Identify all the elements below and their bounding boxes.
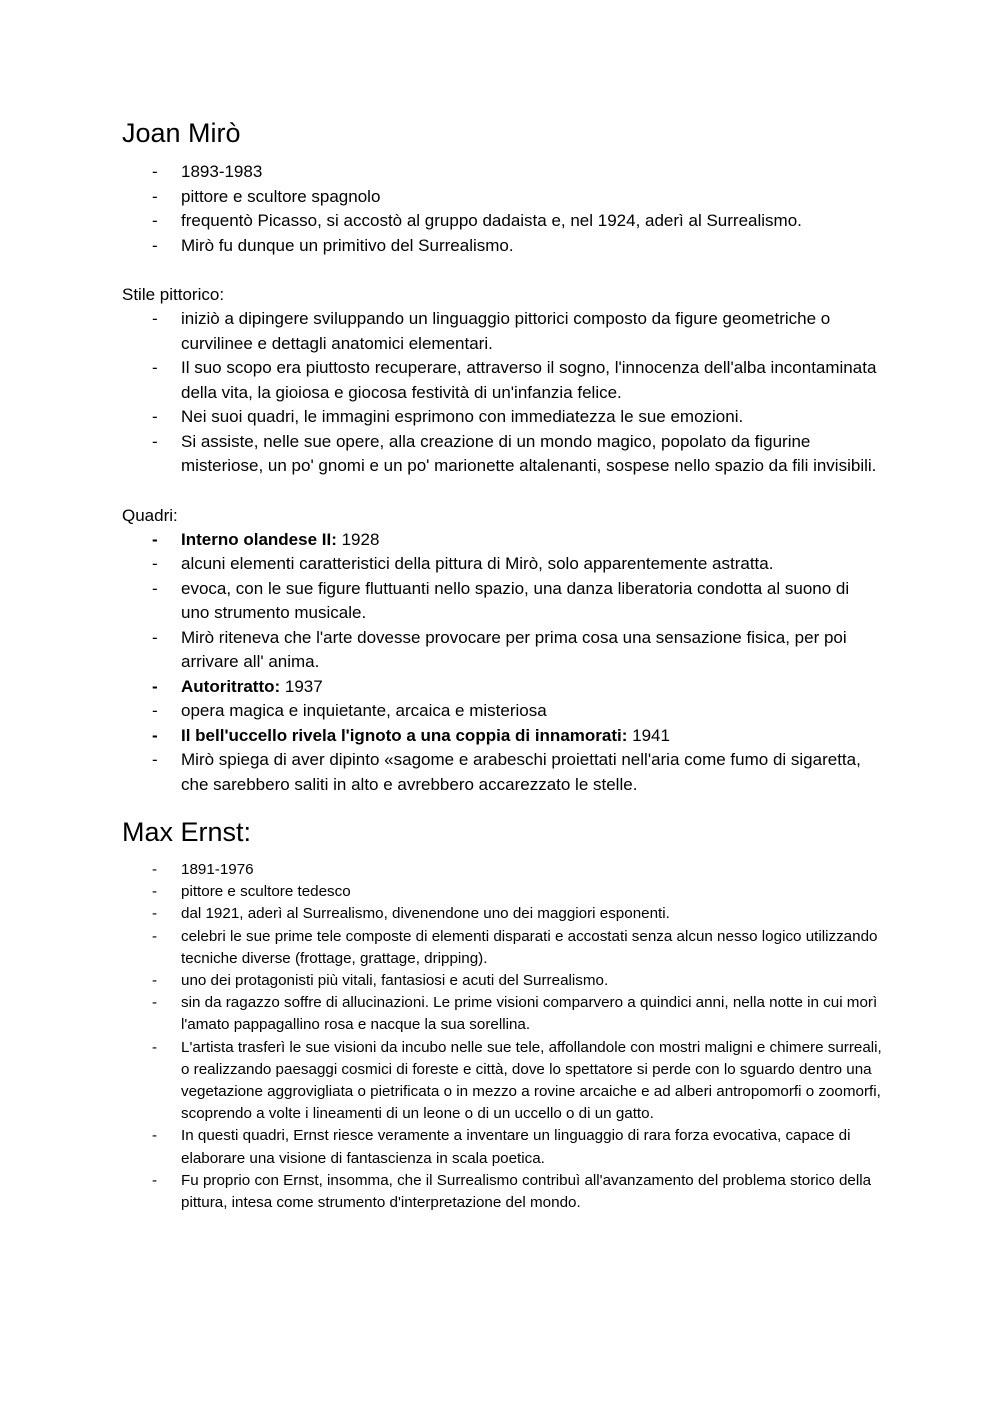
list-item: - 1893-1983 bbox=[122, 160, 882, 185]
list-item: - pittore e scultore spagnolo bbox=[122, 185, 882, 210]
miro-bio-list bbox=[122, 160, 882, 258]
list-item: - celebri le sue prime tele composte di elementi disparati e accostati senza alcun nesso logico utilizzando tecniche diverse (frottage, grattage, dripping). bbox=[122, 926, 882, 970]
list-item: - Si assiste, nelle sue opere, alla creazione di un mondo magico, popolato da figurine misteriose, un po' gnomi e un po' marionette altalenanti, sospese nello spazio da fili invisibili. bbox=[122, 430, 882, 479]
list-item: - In questi quadri, Ernst riesce veramente a inventare un linguaggio di rara forza evocativa, capace di elaborare una visione di fantascienza in scala poetica. bbox=[122, 1125, 882, 1169]
list-item: - Nei suoi quadri, le immagini esprimono con immediatezza le sue emozioni. bbox=[122, 405, 882, 430]
list-item: - frequentò Picasso, si accostò al gruppo dadaista e, nel 1924, aderì al Surrealismo. bbox=[122, 209, 882, 234]
list-item: - alcuni elementi caratteristici della pittura di Mirò, solo apparentemente astratta. bbox=[122, 552, 882, 577]
ernst-list bbox=[122, 859, 882, 1214]
list-item: - dal 1921, aderì al Surrealismo, divenendone uno dei maggiori esponenti. bbox=[122, 903, 882, 925]
list-item: - sin da ragazzo soffre di allucinazioni. Le prime visioni comparvero a quindici anni, nella notte in cui morì l'amato pappagallino rosa e nacque la sua sorellina. bbox=[122, 992, 882, 1036]
list-item: - 1891-1976 bbox=[122, 859, 882, 881]
list-item: - Mirò fu dunque un primitivo del Surrealismo. bbox=[122, 234, 882, 259]
spacer bbox=[122, 479, 882, 504]
work-title: Interno olandese II: bbox=[181, 529, 337, 549]
list-item: - opera magica e inquietante, arcaica e misteriosa bbox=[122, 699, 882, 724]
work-title: Il bell'uccello rivela l'ignoto a una coppia di innamorati: bbox=[181, 725, 628, 745]
work-title-item bbox=[122, 528, 882, 553]
document-content bbox=[122, 116, 882, 1214]
work-year: 1928 bbox=[336, 529, 380, 549]
list-item: - Mirò spiega di aver dipinto «sagome e arabeschi proiettati nell'aria come fumo di sigaretta, che sarebbero saliti in alto e avrebbero accarezzato le stelle. bbox=[122, 748, 882, 797]
style-heading: Stile pittorico: bbox=[122, 285, 225, 304]
list-item: - uno dei protagonisti più vitali, fantasiosi e acuti del Surrealismo. bbox=[122, 970, 882, 992]
list-item: - Fu proprio con Ernst, insomma, che il Surrealismo contribuì all'avanzamento del problema storico della pittura, intesa come strumento d'interpretazione del mondo. bbox=[122, 1170, 882, 1214]
miro-style-list bbox=[122, 307, 882, 479]
list-item: - pittore e scultore tedesco bbox=[122, 881, 882, 903]
list-item: - Il suo scopo era piuttosto recuperare, attraverso il sogno, l'innocenza dell'alba incontaminata della vita, la gioiosa e giocosa festività di un'infanzia felice. bbox=[122, 356, 882, 405]
work-title-item bbox=[122, 724, 882, 749]
works-heading: Quadri: bbox=[122, 505, 178, 525]
list-item: - evoca, con le sue figure fluttuanti nello spazio, una danza liberatoria condotta al suono di uno strumento musicale. bbox=[122, 577, 882, 626]
list-item: - iniziò a dipingere sviluppando un linguaggio pittorici composto da figure geometriche o curvilinee e dettagli anatomici elementari. bbox=[122, 307, 882, 356]
work-year: 1937 bbox=[280, 676, 323, 696]
spacer bbox=[122, 258, 882, 283]
section-title-ernst: Max Ernst: bbox=[122, 817, 252, 847]
list-item: - Mirò riteneva che l'arte dovesse provocare per prima cosa una sensazione fisica, per poi arrivare all' anima. bbox=[122, 626, 882, 675]
list-item: - L'artista trasferì le sue visioni da incubo nelle sue tele, affollandole con mostri maligni e chimere surreali, o realizzando paesaggi cosmici di foreste e città, dove lo spettatore si perde con lo sguardo dentro una vegetazione aggrovigliata o pietrificata o in mezzo a rovine arcaiche e ad alberi antropomorfi o zoomorfi, scoprendo a volte i lineamenti di un leone o di un uccello o di un gatto. bbox=[122, 1037, 882, 1126]
work-title-item bbox=[122, 675, 882, 700]
miro-works-list bbox=[122, 528, 882, 798]
work-year: 1941 bbox=[627, 725, 670, 745]
section-title-miro: Joan Mirò bbox=[122, 118, 241, 148]
work-title: Autoritratto: bbox=[181, 676, 281, 696]
